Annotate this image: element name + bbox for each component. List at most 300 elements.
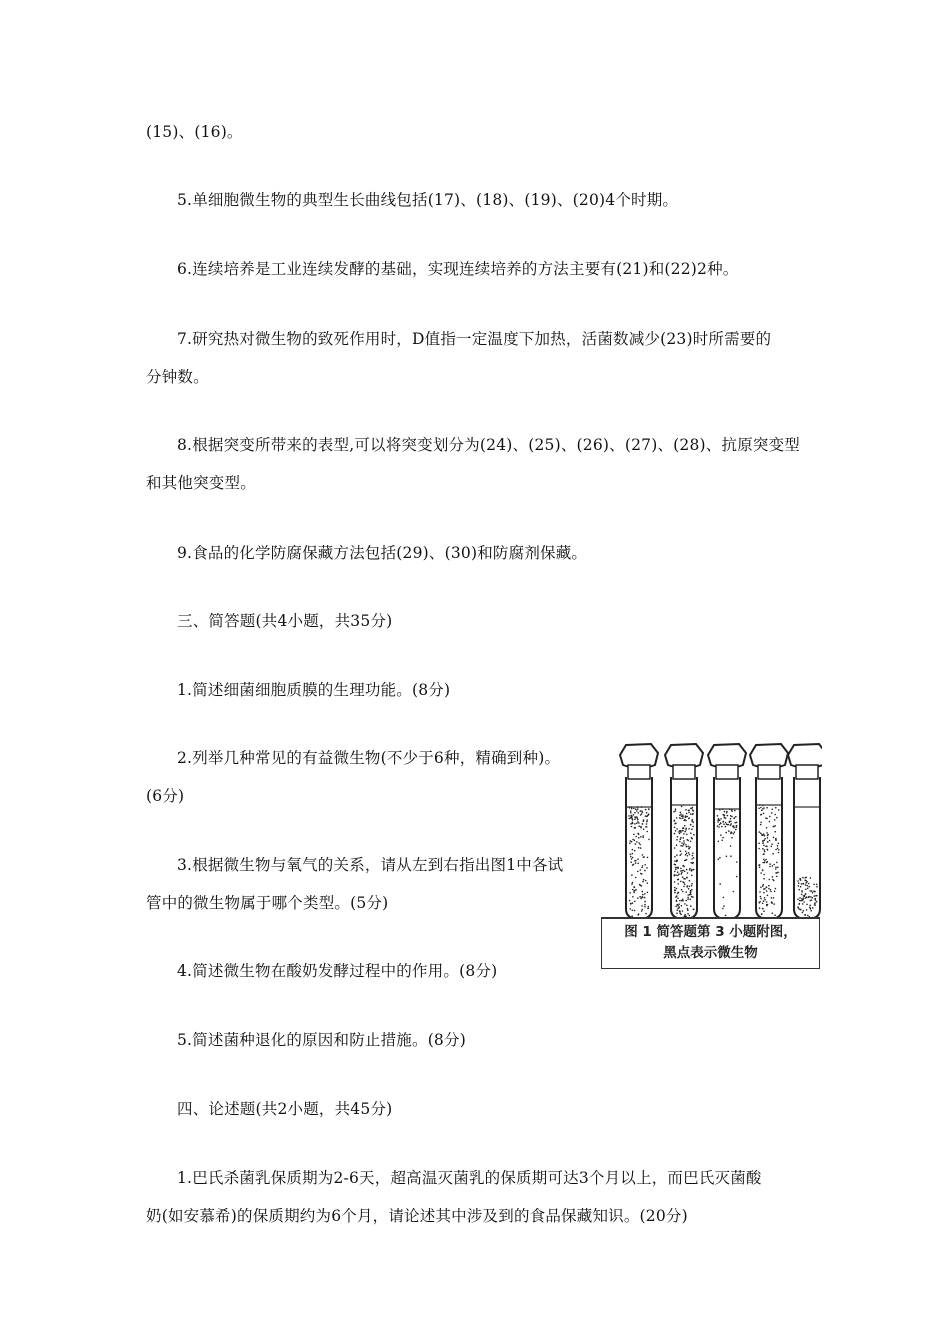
microbe-dot	[634, 840, 636, 842]
microbe-dot	[809, 905, 811, 907]
microbe-dot	[685, 816, 687, 818]
microbe-dot	[805, 882, 807, 884]
microbe-dot	[813, 884, 815, 886]
microbe-dot	[717, 825, 719, 827]
microbe-dot	[802, 903, 804, 905]
microbe-dot	[717, 815, 719, 817]
microbe-dot	[762, 805, 764, 807]
microbe-dot	[766, 890, 768, 892]
caption-line-2: 黑点表示微生物	[663, 945, 758, 961]
microbe-dot	[690, 862, 692, 864]
microbe-dot	[684, 860, 686, 862]
test-tube-5	[788, 744, 822, 919]
microbe-dot	[635, 862, 637, 864]
microbe-dot	[767, 849, 769, 851]
microbe-dot	[815, 895, 817, 897]
microbe-dot	[676, 839, 678, 841]
microbe-dot	[810, 900, 812, 902]
microbe-dot	[680, 813, 682, 815]
microbe-dot	[677, 875, 679, 877]
microbe-dot	[646, 823, 648, 825]
microbe-dot	[690, 824, 692, 826]
microbe-dot	[690, 893, 692, 895]
microbe-dot	[682, 845, 684, 847]
microbe-dot	[634, 816, 636, 818]
tube-neck	[716, 765, 738, 779]
microbe-dot	[643, 828, 645, 830]
microbe-dot	[634, 827, 636, 829]
microbe-dot	[766, 832, 768, 834]
microbe-dot	[678, 873, 680, 875]
microbe-dot	[646, 867, 648, 869]
microbe-dot	[687, 898, 689, 900]
microbe-dot	[769, 840, 771, 842]
microbe-dot	[690, 905, 692, 907]
microbe-dot	[638, 913, 640, 915]
microbe-dot	[690, 813, 692, 815]
microbe-dot	[682, 910, 684, 912]
microbe-dot	[799, 903, 801, 905]
microbe-dot	[812, 892, 814, 894]
microbe-dot	[637, 897, 639, 899]
microbe-dot	[763, 878, 765, 880]
microbe-dot	[647, 857, 649, 859]
microbe-dot	[759, 866, 761, 868]
microbe-dot	[684, 903, 686, 905]
microbe-dot	[685, 844, 687, 846]
microbe-dot	[797, 898, 799, 900]
microbe-dot	[807, 888, 809, 890]
microbe-dot	[686, 877, 688, 879]
microbe-dot	[688, 888, 690, 890]
microbe-dot	[647, 892, 649, 894]
microbe-dot	[674, 856, 676, 858]
microbe-dot	[637, 858, 639, 860]
microbe-dot	[725, 817, 727, 819]
microbe-dot	[760, 822, 762, 824]
microbe-dot	[680, 881, 682, 883]
microbe-dot	[736, 876, 738, 878]
microbe-dot	[685, 851, 687, 853]
microbe-dot	[689, 868, 691, 870]
microbe-dot	[632, 902, 634, 904]
microbe-dot	[648, 808, 650, 810]
microbe-dot	[635, 877, 637, 879]
microbe-dot	[777, 845, 779, 847]
microbe-dot	[637, 808, 639, 810]
microbe-dot	[722, 814, 724, 816]
microbe-dot	[771, 812, 773, 814]
microbe-dot	[680, 914, 682, 916]
microbe-dot	[684, 883, 686, 885]
microbe-dot	[642, 881, 644, 883]
microbe-dot	[772, 853, 774, 855]
microbe-dot	[814, 895, 816, 897]
microbe-dot	[677, 908, 679, 910]
microbe-dot	[807, 915, 809, 917]
microbe-dot	[644, 904, 646, 906]
microbe-dot	[797, 906, 799, 908]
microbe-dot	[725, 832, 727, 834]
question-6: 6.连续培养是工业连续发酵的基础，实现连续培养的方法主要有(21)和(22)2种。	[177, 260, 739, 278]
microbe-dot	[730, 855, 732, 857]
microbe-dot	[644, 901, 646, 903]
microbe-dot	[808, 886, 810, 888]
microbe-dot	[769, 879, 771, 881]
microbe-dot	[640, 847, 642, 849]
microbe-dot	[673, 811, 675, 813]
microbe-dot	[689, 854, 691, 856]
microbe-dot	[687, 839, 689, 841]
microbe-dot	[689, 846, 691, 848]
microbe-dot	[760, 814, 762, 816]
microbe-dot	[679, 814, 681, 816]
microbe-dot	[729, 808, 731, 810]
microbe-dot	[723, 821, 725, 823]
microbe-dot	[690, 841, 692, 843]
microbe-dot	[689, 915, 691, 917]
microbe-dot	[691, 885, 693, 887]
microbe-dot	[801, 891, 803, 893]
microbe-dot	[723, 823, 725, 825]
microbe-dot	[776, 862, 778, 864]
microbe-dot	[689, 880, 691, 882]
microbe-dot	[687, 909, 689, 911]
microbe-dot	[731, 823, 733, 825]
microbe-dot	[734, 831, 736, 833]
microbe-dot	[774, 831, 776, 833]
microbe-dot	[642, 865, 644, 867]
microbe-dot	[636, 816, 638, 818]
microbe-dot	[683, 820, 685, 822]
microbe-dot	[637, 833, 639, 835]
microbe-dot	[689, 886, 691, 888]
microbe-dot	[691, 838, 693, 840]
microbe-dot	[722, 808, 724, 810]
microbe-dot	[693, 810, 695, 812]
microbe-dot	[764, 888, 766, 890]
microbe-dot	[809, 890, 811, 892]
microbe-dot	[771, 843, 773, 845]
microbe-dot	[726, 811, 728, 813]
microbe-dot	[764, 851, 766, 853]
microbe-dot	[683, 840, 685, 842]
microbe-dot	[773, 826, 775, 828]
microbe-dot	[778, 809, 780, 811]
microbe-dot	[775, 838, 777, 840]
microbe-dot	[636, 823, 638, 825]
question-7-line-2: 分钟数。	[146, 368, 209, 386]
microbe-dot	[676, 817, 678, 819]
microbe-dot	[776, 876, 778, 878]
microbe-dot	[676, 895, 678, 897]
microbe-dot	[646, 819, 648, 821]
microbe-dot	[727, 824, 729, 826]
microbe-dot	[682, 814, 684, 816]
microbe-dot	[646, 826, 648, 828]
microbe-dot	[734, 822, 736, 824]
microbe-dot	[722, 908, 724, 910]
microbe-dot	[767, 895, 769, 897]
short-answer-2-line-2: (6分)	[146, 787, 185, 805]
microbe-dot	[766, 904, 768, 906]
microbe-dot	[677, 879, 679, 881]
microbe-dot	[632, 822, 634, 824]
microbe-dot	[760, 807, 762, 809]
microbe-dot	[800, 879, 802, 881]
microbe-dot	[730, 832, 732, 834]
microbe-dot	[643, 820, 645, 822]
microbe-dot	[762, 848, 764, 850]
microbe-dot	[802, 912, 804, 914]
microbe-dot	[803, 897, 805, 899]
microbe-dot	[728, 830, 730, 832]
microbe-dot	[645, 809, 647, 811]
microbe-dot	[767, 837, 769, 839]
microbe-dot	[675, 906, 677, 908]
short-answer-4: 4.简述微生物在酸奶发酵过程中的作用。(8分)	[177, 962, 498, 980]
microbe-dot	[773, 897, 775, 899]
question-8-line-2: 和其他突变型。	[146, 474, 256, 492]
microbe-dot	[685, 829, 687, 831]
microbe-dot	[677, 871, 679, 873]
microbe-dot	[769, 821, 771, 823]
microbe-dot	[692, 807, 694, 809]
microbe-dot	[803, 910, 805, 912]
microbe-dot	[692, 855, 694, 857]
microbe-dot	[642, 894, 644, 896]
microbe-dot	[681, 806, 683, 808]
microbe-dot	[675, 874, 677, 876]
microbe-dot	[683, 827, 685, 829]
microbe-dot	[685, 854, 687, 856]
microbe-dot	[674, 847, 676, 849]
microbe-dot	[642, 835, 644, 837]
microbe-dot	[762, 862, 764, 864]
microbe-dot	[634, 823, 636, 825]
microbe-dot	[768, 888, 770, 890]
microbe-dot	[675, 808, 677, 810]
microbe-dot	[773, 837, 775, 839]
short-answer-3-line-2: 管中的微生物属于哪个类型。(5分)	[146, 894, 389, 912]
microbe-dot	[682, 876, 684, 878]
microbe-dot	[735, 816, 737, 818]
microbe-dot	[735, 829, 737, 831]
microbe-dot	[816, 901, 818, 903]
microbe-dot	[688, 852, 690, 854]
microbe-dot	[675, 810, 677, 812]
microbe-dot	[647, 882, 649, 884]
microbe-dot	[631, 818, 633, 820]
microbe-dot	[680, 830, 682, 832]
microbe-dot	[719, 883, 721, 885]
microbe-dot	[674, 892, 676, 894]
microbe-dot	[814, 898, 816, 900]
microbe-dot	[692, 896, 694, 898]
microbe-dot	[640, 810, 642, 812]
microbe-dot	[775, 849, 777, 851]
microbe-dot	[730, 818, 732, 820]
microbe-dot	[778, 852, 780, 854]
microbe-dot	[800, 886, 802, 888]
microbe-dot	[764, 897, 766, 899]
microbe-dot	[641, 873, 643, 875]
microbe-dot	[693, 869, 695, 871]
tube-neck	[796, 765, 818, 779]
microbe-dot	[721, 840, 723, 842]
microbe-dot	[634, 901, 636, 903]
microbe-dot	[727, 815, 729, 817]
microbe-dot	[686, 846, 688, 848]
microbe-dot	[676, 844, 678, 846]
microbe-dot	[679, 900, 681, 902]
microbe-dot	[769, 863, 771, 865]
tube-neck	[758, 765, 780, 779]
microbe-dot	[676, 888, 678, 890]
microbe-dot	[644, 893, 646, 895]
microbe-dot	[810, 910, 812, 912]
microbe-dot	[688, 828, 690, 830]
microbe-dot	[631, 841, 633, 843]
microbe-dot	[639, 844, 641, 846]
microbe-dot	[674, 820, 676, 822]
microbe-dot	[801, 883, 803, 885]
microbe-dot	[687, 897, 689, 899]
microbe-dot	[762, 808, 764, 810]
microbe-dot	[804, 879, 806, 881]
section-3-heading: 三、简答题(共4小题，共35分)	[177, 612, 393, 630]
microbe-dot	[805, 893, 807, 895]
microbe-dot	[678, 892, 680, 894]
microbe-dot	[806, 885, 808, 887]
microbe-dot	[730, 821, 732, 823]
microbe-dot	[677, 883, 679, 885]
microbe-dot	[731, 837, 733, 839]
microbe-dot	[641, 905, 643, 907]
microbe-dot	[683, 837, 685, 839]
microbe-dot	[631, 874, 633, 876]
microbe-dot	[680, 850, 682, 852]
microbe-dot	[632, 896, 634, 898]
microbe-dot	[634, 910, 636, 912]
microbe-dot	[733, 891, 735, 893]
microbe-dot	[763, 900, 765, 902]
microbe-dot	[674, 889, 676, 891]
microbe-dot	[634, 850, 636, 852]
microbe-dot	[686, 905, 688, 907]
short-answer-5: 5.简述菌种退化的原因和防止措施。(8分)	[177, 1031, 466, 1049]
microbe-dot	[693, 857, 695, 859]
microbe-dot	[634, 860, 636, 862]
microbe-dot	[808, 883, 810, 885]
microbe-dot	[676, 912, 678, 914]
microbe-dot	[643, 857, 645, 859]
microbe-dot	[772, 865, 774, 867]
microbe-dot	[637, 819, 639, 821]
microbe-dot	[646, 821, 648, 823]
microbe-dot	[642, 891, 644, 893]
microbe-dot	[777, 848, 779, 850]
microbe-dot	[640, 826, 642, 828]
test-tube-3	[708, 744, 746, 919]
microbe-dot	[686, 853, 688, 855]
microbe-dot	[774, 914, 776, 916]
microbe-dot	[735, 827, 737, 829]
microbe-dot	[674, 864, 676, 866]
microbe-dot	[688, 818, 690, 820]
microbe-dot	[718, 826, 720, 828]
microbe-dot	[758, 848, 760, 850]
microbe-dot	[766, 807, 768, 809]
microbe-dot	[679, 833, 681, 835]
microbe-dot	[691, 819, 693, 821]
microbe-dot	[641, 806, 643, 808]
test-tube-2	[665, 744, 703, 919]
microbe-dot	[685, 891, 687, 893]
microbe-dot	[690, 832, 692, 834]
microbe-dot	[719, 809, 721, 811]
caption-line-1: 图 1 简答题第 3 小题附图，	[624, 924, 797, 940]
microbe-dot	[629, 818, 631, 820]
microbe-dot	[687, 846, 689, 848]
microbe-dot	[641, 867, 643, 869]
microbe-dot	[642, 823, 644, 825]
microbe-dot	[638, 825, 640, 827]
microbe-dot	[763, 845, 765, 847]
microbe-dot	[805, 889, 807, 891]
microbe-dot	[800, 909, 802, 911]
microbe-dot	[760, 824, 762, 826]
microbe-dot	[687, 913, 689, 915]
microbe-dot	[629, 900, 631, 902]
microbe-dot	[683, 865, 685, 867]
microbe-dot	[633, 834, 635, 836]
microbe-dot	[647, 907, 649, 909]
microbe-dot	[681, 889, 683, 891]
microbe-dot	[687, 908, 689, 910]
microbe-dot	[687, 855, 689, 857]
microbe-dot	[759, 901, 761, 903]
microbe-dot	[674, 833, 676, 835]
microbe-dot	[801, 894, 803, 896]
microbe-dot	[680, 845, 682, 847]
microbe-dot	[811, 890, 813, 892]
microbe-dot	[761, 810, 763, 812]
microbe-dot	[772, 809, 774, 811]
microbe-dot	[812, 897, 814, 899]
microbe-dot	[810, 908, 812, 910]
microbe-dot	[760, 898, 762, 900]
microbe-dot	[682, 900, 684, 902]
microbe-dot	[645, 880, 647, 882]
microbe-dot	[674, 887, 676, 889]
microbe-dot	[688, 810, 690, 812]
microbe-dot	[633, 814, 635, 816]
microbe-dot	[718, 841, 720, 843]
microbe-dot	[684, 878, 686, 880]
test-tube-illustration	[601, 737, 822, 919]
microbe-dot	[770, 889, 772, 891]
microbe-dot	[686, 869, 688, 871]
microbe-dot	[729, 821, 731, 823]
microbe-dot	[718, 819, 720, 821]
microbe-dot	[771, 846, 773, 848]
microbe-dot	[767, 841, 769, 843]
microbe-dot	[632, 853, 634, 855]
microbe-dot	[730, 845, 732, 847]
microbe-dot	[769, 866, 771, 868]
microbe-dot	[725, 915, 727, 917]
